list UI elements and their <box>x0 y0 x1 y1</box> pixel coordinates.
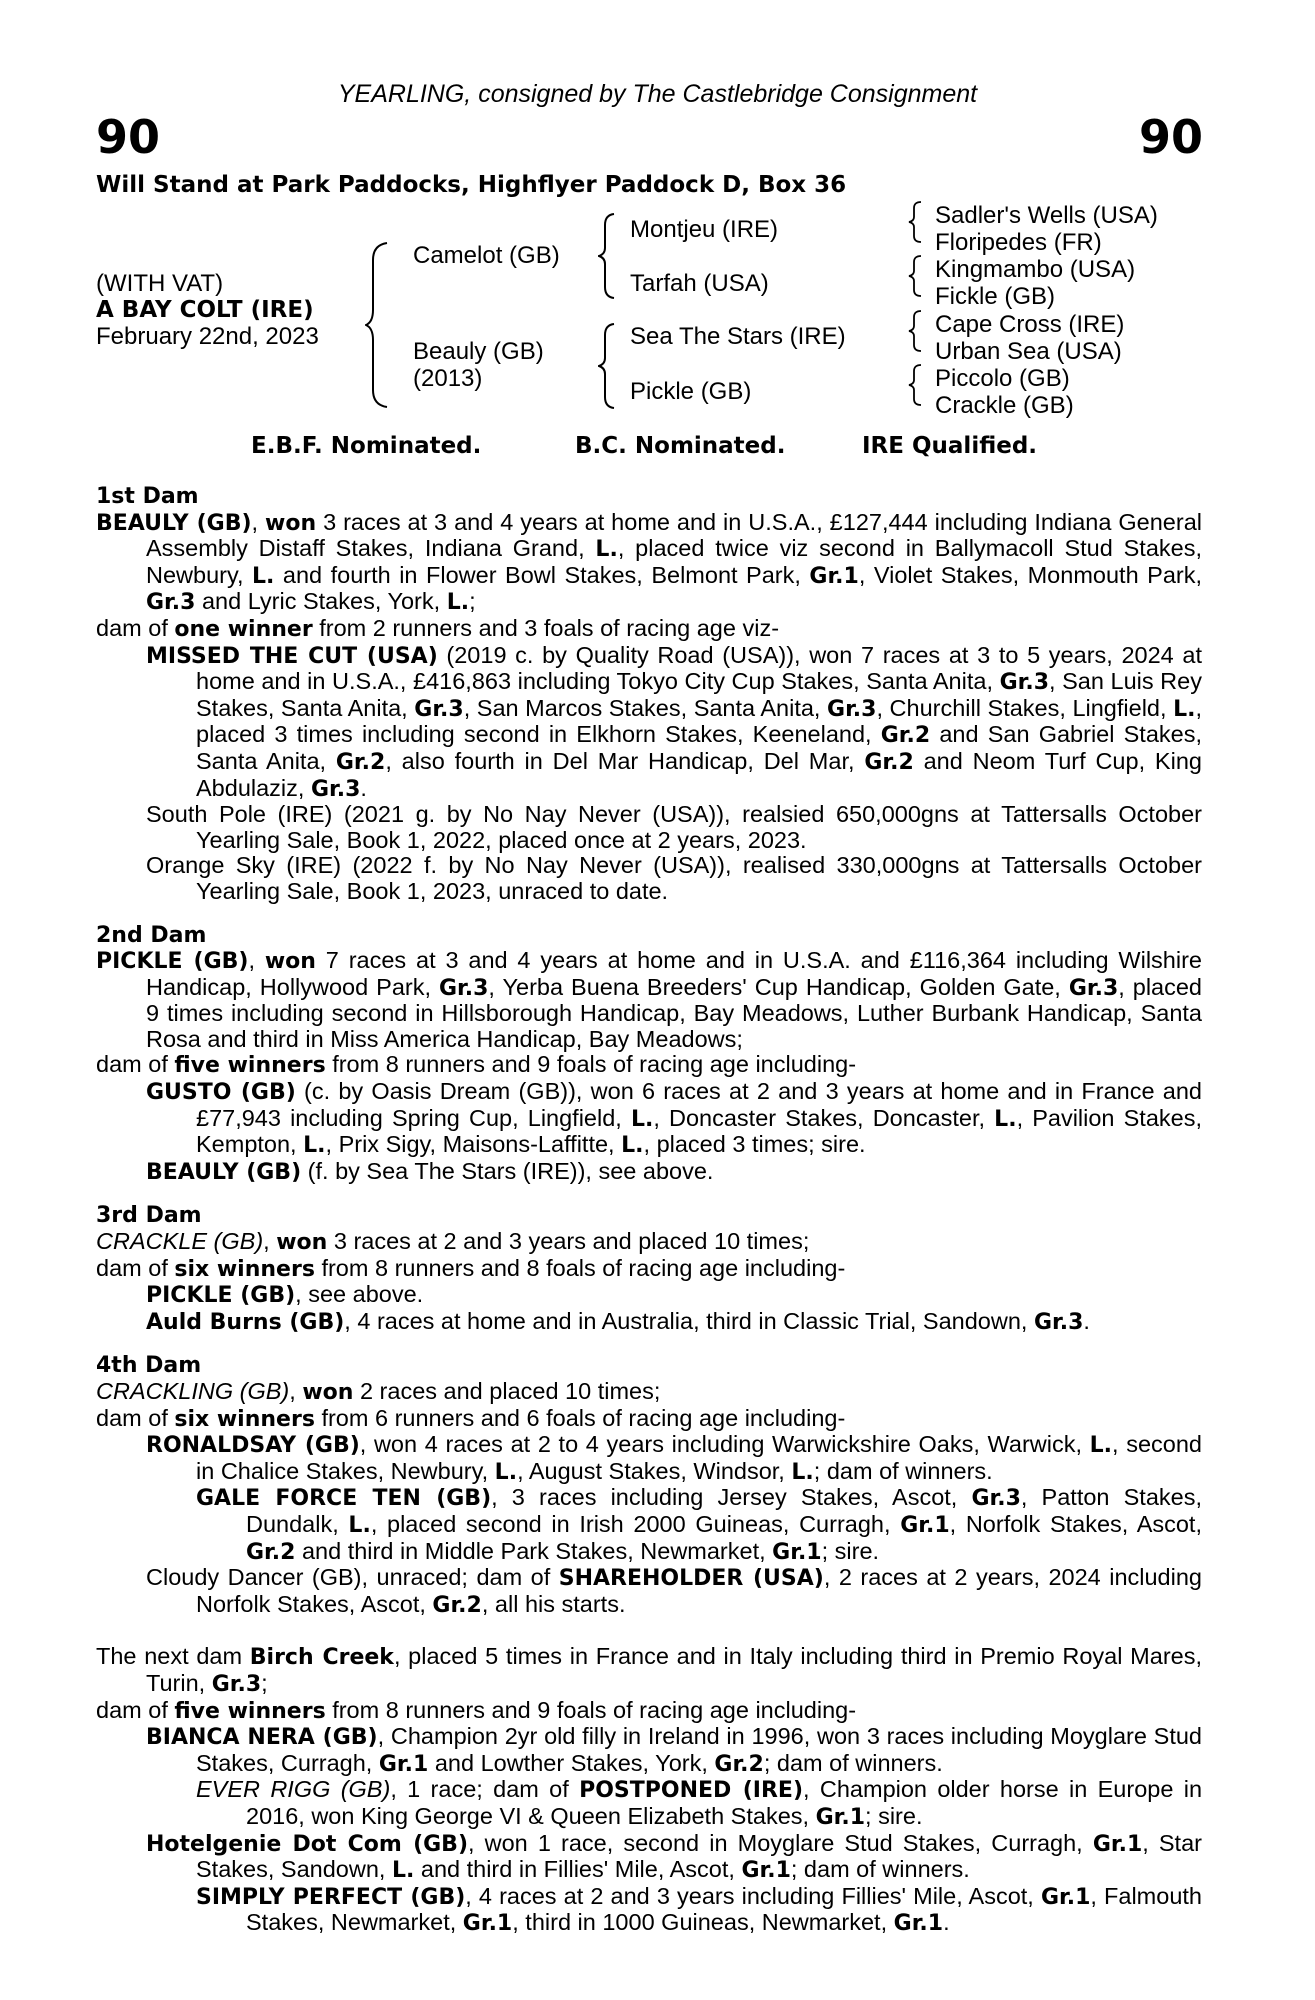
produce-summary: dam of one winner from 2 runners and 3 foals of racing age viz- <box>96 614 780 642</box>
pedigree-notes <box>96 484 1202 1937</box>
produce-summary: dam of six winners from 6 runners and 6 foals of racing age including- <box>96 1404 846 1432</box>
nomination-bc: B.C. Nominated. <box>575 433 786 459</box>
ancestor-4: Fickle (GB) <box>935 283 1055 310</box>
nomination-ire: IRE Qualified. <box>862 433 1038 459</box>
brace-main <box>365 240 395 410</box>
brace-g1 <box>907 200 927 244</box>
dam-year: (2013) <box>413 365 483 392</box>
section-heading: 2nd Dam <box>96 922 207 948</box>
produce-entry: RONALDSAY (GB), won 4 races at 2 to 4 years including Warwickshire Oaks, Warwick, L., second in Chalice Stakes, Newbury, L., August Stakes, Windsor, L.; dam of winners. <box>146 1431 1202 1485</box>
produce-summary: dam of five winners from 8 runners and 9 foals of racing age including- <box>96 1051 857 1079</box>
dam-record: CRACKLING (GB), won 2 races and placed 10 times; <box>96 1378 661 1405</box>
produce-entry: GALE FORCE TEN (GB), 3 races including Jersey Stakes, Ascot, Gr.3, Patton Stakes, Dundalk, L., placed second in Irish 2000 Guineas, Curragh, Gr.1, Norfolk Stakes, Ascot, Gr.2 and third in Middle Park Stakes, Newmarket, Gr.1; sire. <box>196 1484 1202 1565</box>
brace-g2 <box>907 254 927 298</box>
section-heading: 4th Dam <box>96 1353 202 1379</box>
produce-entry: BEAULY (GB) (f. by Sea The Stars (IRE)), see above. <box>146 1157 714 1185</box>
produce-entry: GUSTO (GB) (c. by Oasis Dream (GB)), won 6 races at 2 and 3 years at home and in France and £77,943 including Spring Cup, Lingfield, L., Doncaster Stakes, Doncaster, L., Pavilion Stakes, Kempton, L., Prix Sigy, Maisons-Laffitte, L., placed 3 times; sire. <box>146 1078 1202 1159</box>
brace-g4 <box>907 363 927 407</box>
dam-dam: Pickle (GB) <box>630 378 752 405</box>
sire: Camelot (GB) <box>413 242 560 269</box>
dam-record: CRACKLE (GB), won 3 races at 2 and 3 years and placed 10 times; <box>96 1228 810 1256</box>
brace-dam <box>598 322 620 410</box>
next-dam-record: The next dam Birch Creek, placed 5 times in France and in Italy including third in Premio Royal Mares, Turin, Gr.3; <box>96 1643 1202 1697</box>
ancestor-8: Crackle (GB) <box>935 392 1074 419</box>
produce-entry: South Pole (IRE) (2021 g. by No Nay Never (USA)), realsied 650,000gns at Tattersalls October Yearling Sale, Book 1, 2022, placed once at 2 years, 2023. <box>146 801 1202 853</box>
produce-summary: dam of five winners from 8 runners and 9 foals of racing age including- <box>96 1696 857 1724</box>
section-heading: 3rd Dam <box>96 1203 202 1229</box>
produce-entry: Cloudy Dancer (GB), unraced; dam of SHAREHOLDER (USA), 2 races at 2 years, 2024 including Norfolk Stakes, Ascot, Gr.2, all his starts. <box>146 1564 1202 1618</box>
consignment-line: YEARLING, consigned by The Castlebridge Consignment <box>337 80 978 108</box>
produce-entry: Auld Burns (GB), 4 races at home and in Australia, third in Classic Trial, Sandown, Gr.3. <box>146 1307 1090 1335</box>
produce-entry: SIMPLY PERFECT (GB), 4 races at 2 and 3 years including Fillies' Mile, Ascot, Gr.1, Falmouth Stakes, Newmarket, Gr.1, third in 1000 Guineas, Newmarket, Gr.1. <box>196 1882 1202 1937</box>
vat-note: (WITH VAT) <box>96 270 224 297</box>
lot-number-right: 90 <box>1138 110 1203 164</box>
produce-entry: EVER RIGG (GB), 1 race; dam of POSTPONED (IRE), Champion older horse in Europe in 2016, won King George VI & Queen Elizabeth Stakes, Gr.1; sire. <box>196 1776 1203 1830</box>
foaling-date: February 22nd, 2023 <box>96 323 319 350</box>
ancestor-2: Floripedes (FR) <box>935 229 1102 256</box>
produce-entry: MISSED THE CUT (USA) (2019 c. by Quality Road (USA)), won 7 races at 3 to 5 years, 2024 at home and in U.S.A., £416,863 including Tokyo City Cup Stakes, Santa Anita, Gr.3, San Luis Rey Stakes, Santa Anita, Gr.3, San Marcos Stakes, Santa Anita, Gr.3, Churchill Stakes, Lingfield, L., placed 3 times including second in Elkhorn Stakes, Keeneland, Gr.2 and San Gabriel Stakes, Santa Anita, Gr.2, also fourth in Del Mar Handicap, Del Mar, Gr.2 and Neom Turf Cup, King Abdulaziz, Gr.3. <box>146 641 1202 802</box>
produce-summary: dam of six winners from 8 runners and 8 foals of racing age including- <box>96 1254 846 1282</box>
produce-entry: Hotelgenie Dot Com (GB), won 1 race, second in Moyglare Stud Stakes, Curragh, Gr.1, Star Stakes, Sandown, L. and third in Fillies' Mile, Ascot, Gr.1; dam of winners. <box>146 1829 1202 1884</box>
dam: Beauly (GB) <box>413 338 544 365</box>
ancestor-1: Sadler's Wells (USA) <box>935 202 1158 229</box>
ancestor-5: Cape Cross (IRE) <box>935 311 1125 338</box>
dam-record: BEAULY (GB), won 3 races at 3 and 4 years at home and in U.S.A., £127,444 including Indiana General Assembly Distaff Stakes, Indiana Grand, L., placed twice viz second in Ballymacoll Stud Stakes, Newbury, L. and fourth in Flower Bowl Stakes, Belmont Park, Gr.1, Violet Stakes, Monmouth Park, Gr.3 and Lyric Stakes, York, L.; <box>96 508 1202 616</box>
brace-sire <box>598 212 620 300</box>
sire-sire: Montjeu (IRE) <box>630 216 779 243</box>
dam-sire: Sea The Stars (IRE) <box>630 323 846 350</box>
ancestor-6: Urban Sea (USA) <box>935 338 1122 365</box>
ancestor-3: Kingmambo (USA) <box>935 256 1136 283</box>
dam-record: PICKLE (GB), won 7 races at 3 and 4 years at home and in U.S.A. and £116,364 including Wilshire Handicap, Hollywood Park, Gr.3, Yerba Buena Breeders' Cup Handicap, Golden Gate, Gr.3, placed 9 times including second in Hillsborough Handicap, Bay Meadows, Luther Burbank Handicap, Santa Rosa and third in Miss America Handicap, Bay Meadows; <box>96 947 1202 1052</box>
stand-location: Will Stand at Park Paddocks, Highflyer Paddock D, Box 36 <box>96 172 847 198</box>
lot-number-left: 90 <box>96 110 161 164</box>
produce-entry: BIANCA NERA (GB), Champion 2yr old filly in Ireland in 1996, won 3 races including Moyglare Stud Stakes, Curragh, Gr.1 and Lowther Stakes, York, Gr.2; dam of winners. <box>146 1723 1202 1777</box>
produce-entry: Orange Sky (IRE) (2022 f. by No Nay Never (USA)), realised 330,000gns at Tattersalls October Yearling Sale, Book 1, 2023, unraced to date. <box>146 852 1202 904</box>
produce-entry: PICKLE (GB), see above. <box>146 1281 424 1309</box>
horse-name: A BAY COLT (IRE) <box>96 297 314 323</box>
section-heading: 1st Dam <box>96 484 199 509</box>
brace-g3 <box>907 309 927 353</box>
ancestor-7: Piccolo (GB) <box>935 365 1070 392</box>
sire-dam: Tarfah (USA) <box>630 270 769 297</box>
nomination-ebf: E.B.F. Nominated. <box>251 433 482 459</box>
